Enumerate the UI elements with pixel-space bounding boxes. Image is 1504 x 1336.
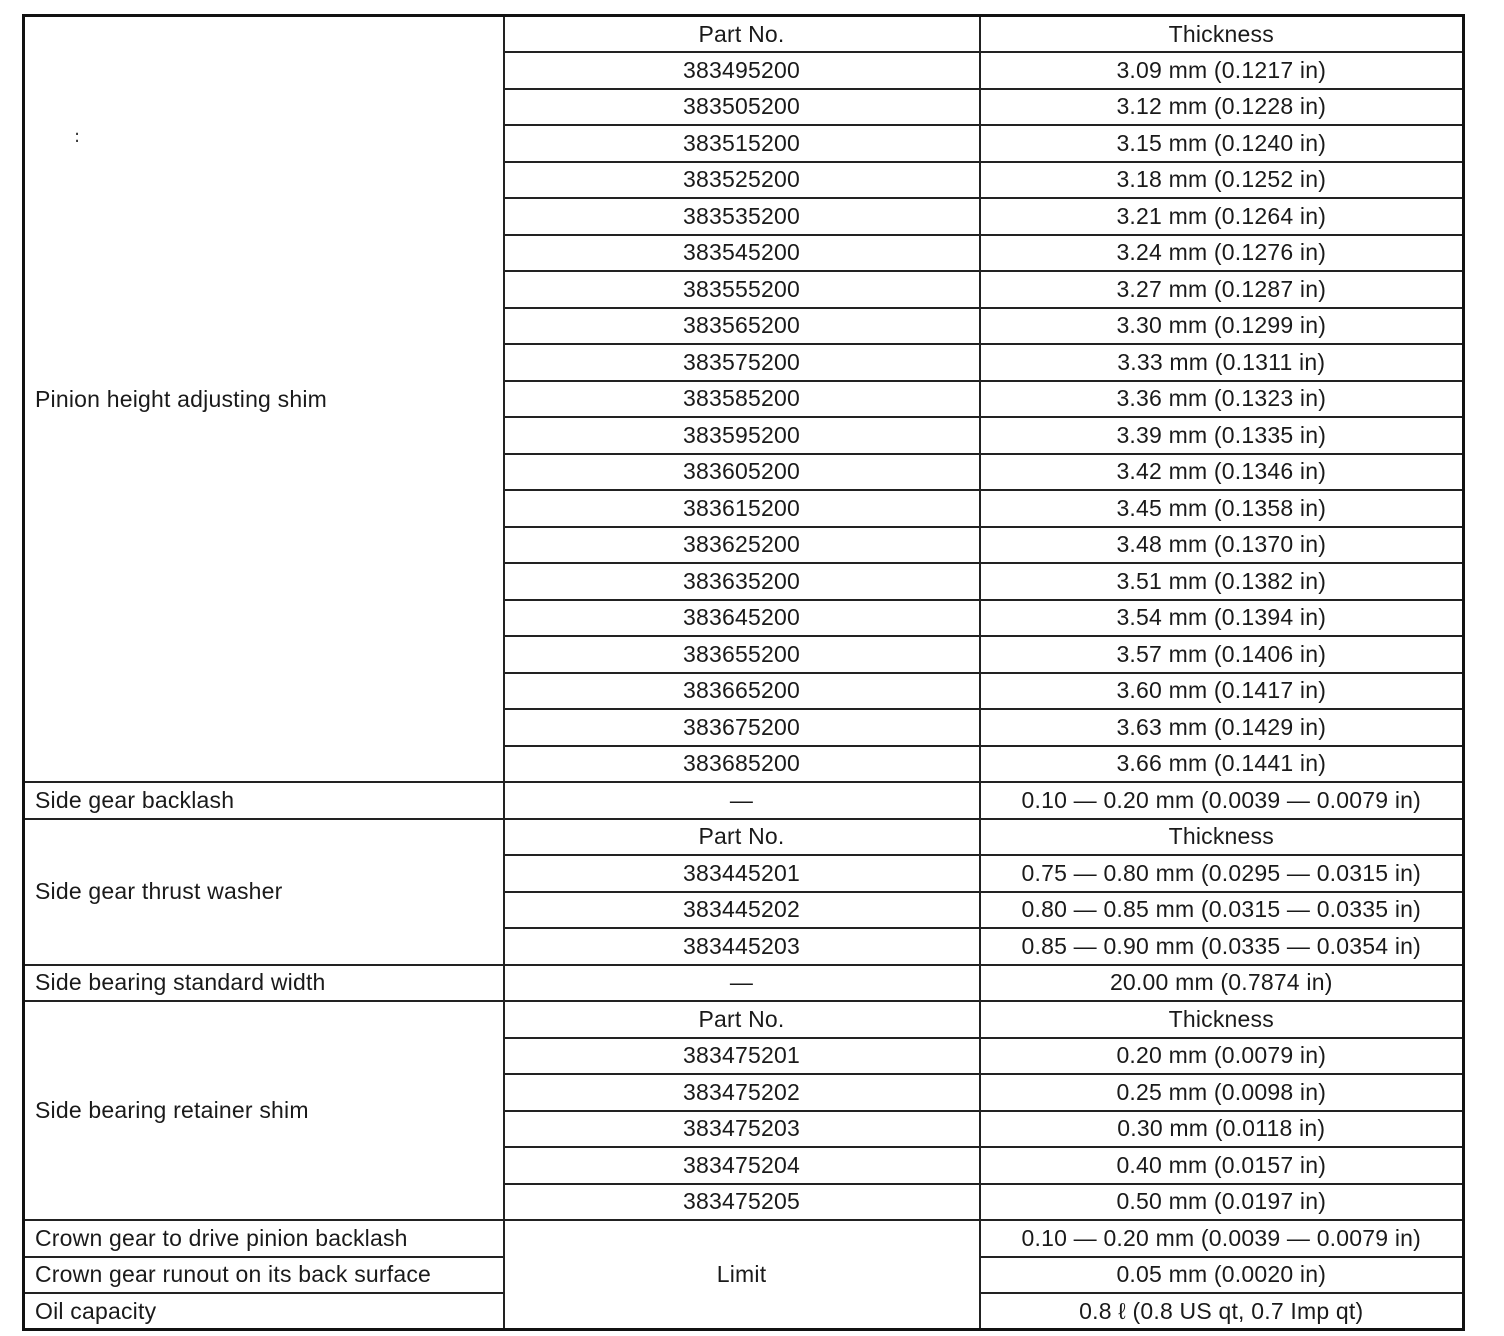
table-row [24, 1220, 1464, 1257]
thickness-cell: 3.60 mm (0.1417 in) [980, 673, 1464, 710]
part-number-cell: 383585200 [504, 381, 980, 418]
retainer-shim-label: Side bearing retainer shim [24, 1001, 504, 1220]
thickness-cell: 3.42 mm (0.1346 in) [980, 454, 1464, 491]
thickness-cell: 3.33 mm (0.1311 in) [980, 344, 1464, 381]
thickness-cell: 3.51 mm (0.1382 in) [980, 563, 1464, 600]
limit-value: 0.10 — 0.20 mm (0.0039 — 0.0079 in) [980, 1220, 1464, 1257]
part-number-cell: 383665200 [504, 673, 980, 710]
part-number-cell: 383605200 [504, 454, 980, 491]
part-number-cell: 383525200 [504, 162, 980, 199]
thickness-cell: 3.48 mm (0.1370 in) [980, 527, 1464, 564]
thickness-cell: 0.20 mm (0.0079 in) [980, 1038, 1464, 1075]
part-number-cell: 383445202 [504, 892, 980, 929]
thickness-header: Thickness [980, 1001, 1464, 1038]
part-number-cell: 383565200 [504, 308, 980, 345]
thickness-cell: 3.21 mm (0.1264 in) [980, 198, 1464, 235]
thickness-cell: 3.09 mm (0.1217 in) [980, 52, 1464, 89]
table-row [24, 1001, 1464, 1038]
part-number-cell: 383515200 [504, 125, 980, 162]
part-number-cell: 383475204 [504, 1147, 980, 1184]
limit-value: 0.8 ℓ (0.8 US qt, 0.7 Imp qt) [980, 1293, 1464, 1330]
thickness-cell: 3.30 mm (0.1299 in) [980, 308, 1464, 345]
part-number-cell: 383535200 [504, 198, 980, 235]
pinion-shim-label: Pinion height adjusting shim [24, 16, 504, 783]
part-number-cell: 383505200 [504, 89, 980, 126]
table-row [24, 782, 1464, 819]
part-number-cell: 383595200 [504, 417, 980, 454]
part-number-cell: 383475202 [504, 1074, 980, 1111]
thickness-cell: 3.27 mm (0.1287 in) [980, 271, 1464, 308]
thickness-header: Thickness [980, 819, 1464, 856]
thickness-cell: 0.50 mm (0.0197 in) [980, 1184, 1464, 1221]
thickness-cell: 3.18 mm (0.1252 in) [980, 162, 1464, 199]
part-number-cell: 383555200 [504, 271, 980, 308]
limit-item-label: Oil capacity [24, 1293, 504, 1330]
limit-item-label: Crown gear to drive pinion backlash [24, 1220, 504, 1257]
scan-speck: : [74, 126, 81, 147]
thickness-cell: 3.63 mm (0.1429 in) [980, 709, 1464, 746]
spec-table-body [24, 16, 1464, 1330]
thickness-cell: 3.15 mm (0.1240 in) [980, 125, 1464, 162]
limit-label: Limit [504, 1220, 980, 1330]
thickness-cell: 3.54 mm (0.1394 in) [980, 600, 1464, 637]
part-number-cell: 383625200 [504, 527, 980, 564]
thickness-cell: 3.39 mm (0.1335 in) [980, 417, 1464, 454]
thickness-cell: 0.25 mm (0.0098 in) [980, 1074, 1464, 1111]
thickness-cell: 0.85 — 0.90 mm (0.0335 — 0.0354 in) [980, 928, 1464, 965]
side-gear-backlash-value: 0.10 — 0.20 mm (0.0039 — 0.0079 in) [980, 782, 1464, 819]
part-number-cell: 383645200 [504, 600, 980, 637]
part-number-cell: 383655200 [504, 636, 980, 673]
table-row [24, 16, 1464, 53]
part-no-header: Part No. [504, 819, 980, 856]
part-number-cell: 383445201 [504, 855, 980, 892]
thickness-cell: 3.12 mm (0.1228 in) [980, 89, 1464, 126]
part-number-cell: 383615200 [504, 490, 980, 527]
thickness-cell: 0.30 mm (0.0118 in) [980, 1111, 1464, 1148]
side-gear-backlash-label: Side gear backlash [24, 782, 504, 819]
thickness-cell: 3.36 mm (0.1323 in) [980, 381, 1464, 418]
table-row [24, 819, 1464, 856]
part-no-header: Part No. [504, 16, 980, 53]
part-number-cell: 383475203 [504, 1111, 980, 1148]
part-number-cell: 383475201 [504, 1038, 980, 1075]
spec-table [22, 14, 1465, 1331]
part-number-cell: 383545200 [504, 235, 980, 272]
thickness-cell: 3.66 mm (0.1441 in) [980, 746, 1464, 783]
side-bearing-width-value: 20.00 mm (0.7874 in) [980, 965, 1464, 1002]
thickness-cell: 0.40 mm (0.0157 in) [980, 1147, 1464, 1184]
part-number-cell: 383475205 [504, 1184, 980, 1221]
thickness-cell: 3.45 mm (0.1358 in) [980, 490, 1464, 527]
dash-cell: — [504, 782, 980, 819]
dash-cell: — [504, 965, 980, 1002]
thickness-cell: 0.75 — 0.80 mm (0.0295 — 0.0315 in) [980, 855, 1464, 892]
part-number-cell: 383575200 [504, 344, 980, 381]
thickness-cell: 3.57 mm (0.1406 in) [980, 636, 1464, 673]
part-number-cell: 383445203 [504, 928, 980, 965]
part-number-cell: 383675200 [504, 709, 980, 746]
side-bearing-width-label: Side bearing standard width [24, 965, 504, 1002]
limit-item-label: Crown gear runout on its back surface [24, 1257, 504, 1294]
part-number-cell: 383495200 [504, 52, 980, 89]
table-row [24, 965, 1464, 1002]
limit-value: 0.05 mm (0.0020 in) [980, 1257, 1464, 1294]
thrust-washer-label: Side gear thrust washer [24, 819, 504, 965]
part-no-header: Part No. [504, 1001, 980, 1038]
part-number-cell: 383635200 [504, 563, 980, 600]
thickness-cell: 0.80 — 0.85 mm (0.0315 — 0.0335 in) [980, 892, 1464, 929]
thickness-header: Thickness [980, 16, 1464, 53]
part-number-cell: 383685200 [504, 746, 980, 783]
thickness-cell: 3.24 mm (0.1276 in) [980, 235, 1464, 272]
